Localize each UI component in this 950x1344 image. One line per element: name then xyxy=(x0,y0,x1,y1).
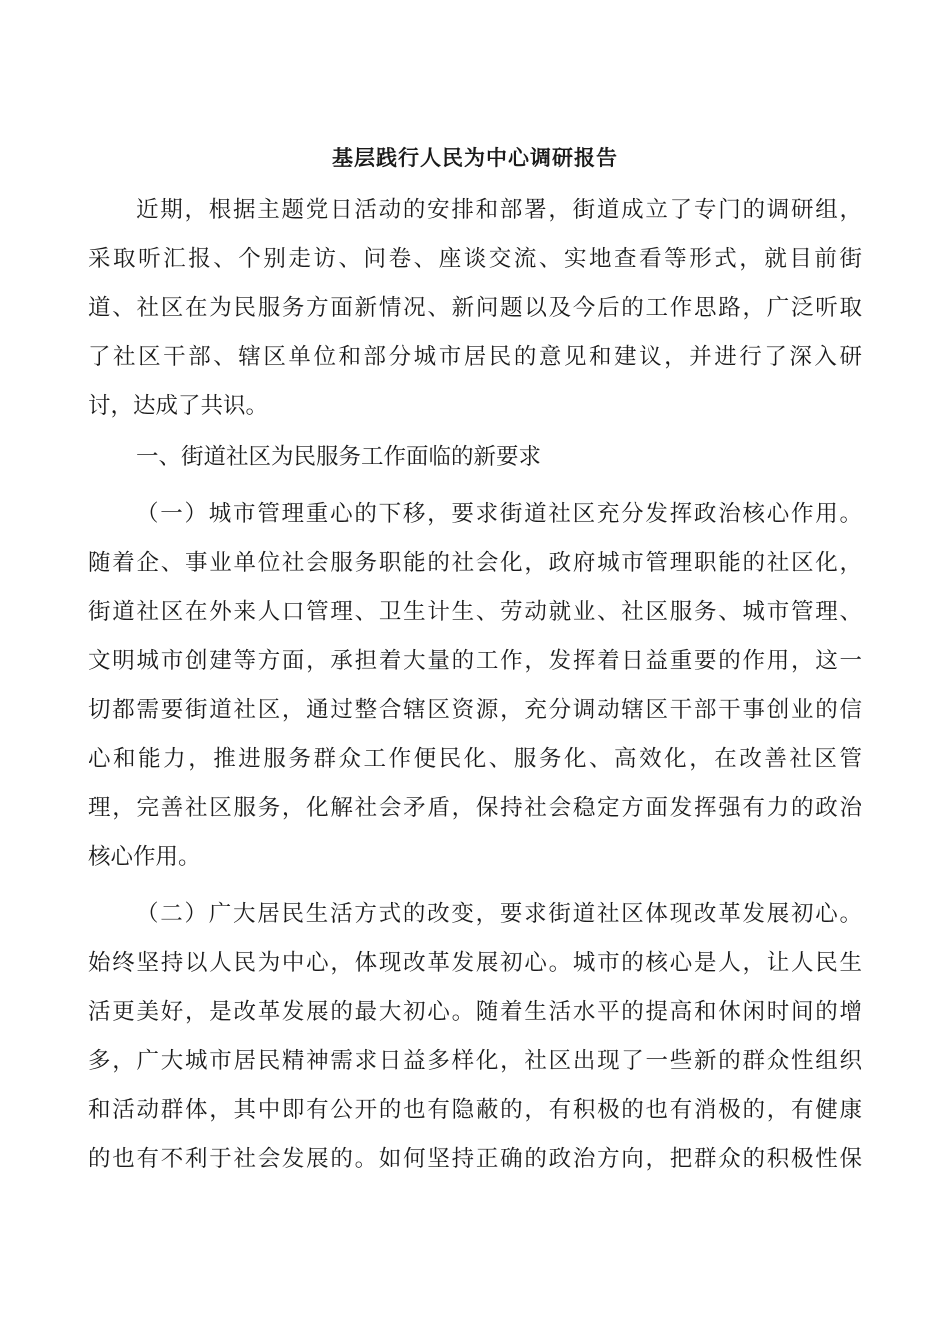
text-line-content: 随着企、事业单位社会服务职能的社会化，政府城市管理职能的社区化， xyxy=(88,550,862,576)
text-line-content: 多，广大城市居民精神需求日益多样化，社区出现了一些新的群众性组织 xyxy=(88,1048,862,1074)
text-line-content: 切都需要街道社区，通过整合辖区资源，充分调动辖区干部干事创业的信 xyxy=(88,697,862,723)
text-line xyxy=(0,690,950,730)
text-line-content: 文明城市创建等方面，承担着大量的工作，发挥着日益重要的作用，这一 xyxy=(88,648,862,674)
text-line-content: （二）广大居民生活方式的改变，要求街道社区体现改革发展初心。 xyxy=(136,901,862,927)
text-line-content: 了社区干部、辖区单位和部分城市居民的意见和建议，并进行了深入研 xyxy=(88,344,862,370)
text-line xyxy=(0,592,950,632)
text-line-content: 和活动群体，其中即有公开的也有隐蔽的，有积极的也有消极的，有健康 xyxy=(88,1097,862,1123)
text-line xyxy=(0,337,950,377)
text-line-content: （一）城市管理重心的下移，要求街道社区充分发挥政治核心作用。 xyxy=(136,501,862,527)
text-line xyxy=(0,837,950,877)
document-title: 基层践行人民为中心调研报告 xyxy=(332,145,618,170)
text-line xyxy=(0,641,950,681)
text-line-content: 心和能力，推进服务群众工作便民化、服务化、高效化，在改善社区管 xyxy=(88,746,862,772)
text-line-content: 活更美好，是改革发展的最大初心。随着生活水平的提高和休闲时间的增 xyxy=(88,999,862,1025)
text-line xyxy=(0,788,950,828)
text-line xyxy=(0,190,950,230)
text-line xyxy=(0,288,950,328)
text-line-content: 核心作用。 xyxy=(88,844,201,870)
text-line xyxy=(0,1139,950,1179)
text-line-content: 始终坚持以人民为中心，体现改革发展初心。城市的核心是人，让人民生 xyxy=(88,950,862,976)
text-line xyxy=(0,239,950,279)
text-line-content: 街道社区在外来人口管理、卫生计生、劳动就业、社区服务、城市管理、 xyxy=(88,599,862,625)
text-line xyxy=(0,494,950,534)
text-line xyxy=(0,894,950,934)
text-line xyxy=(0,437,950,477)
text-line-content: 的也有不利于社会发展的。如何坚持正确的政治方向，把群众的积极性保 xyxy=(88,1146,862,1172)
text-line xyxy=(0,739,950,779)
text-line xyxy=(0,1090,950,1130)
text-line-content: 采取听汇报、个别走访、问卷、座谈交流、实地查看等形式，就目前街 xyxy=(88,246,862,272)
text-line xyxy=(0,543,950,583)
text-line xyxy=(0,943,950,983)
text-line-content: 讨，达成了共识。 xyxy=(88,393,269,419)
text-line-content: 道、社区在为民服务方面新情况、新问题以及今后的工作思路，广泛听取 xyxy=(88,295,862,321)
text-line xyxy=(0,1041,950,1081)
text-line-content: 近期，根据主题党日活动的安排和部署，街道成立了专门的调研组， xyxy=(136,197,862,223)
text-line-content: 一、街道社区为民服务工作面临的新要求 xyxy=(136,444,542,470)
text-line xyxy=(0,386,950,426)
text-line-content: 理，完善社区服务，化解社会矛盾，保持社会稳定方面发挥强有力的政治 xyxy=(88,795,862,821)
text-line xyxy=(0,992,950,1032)
